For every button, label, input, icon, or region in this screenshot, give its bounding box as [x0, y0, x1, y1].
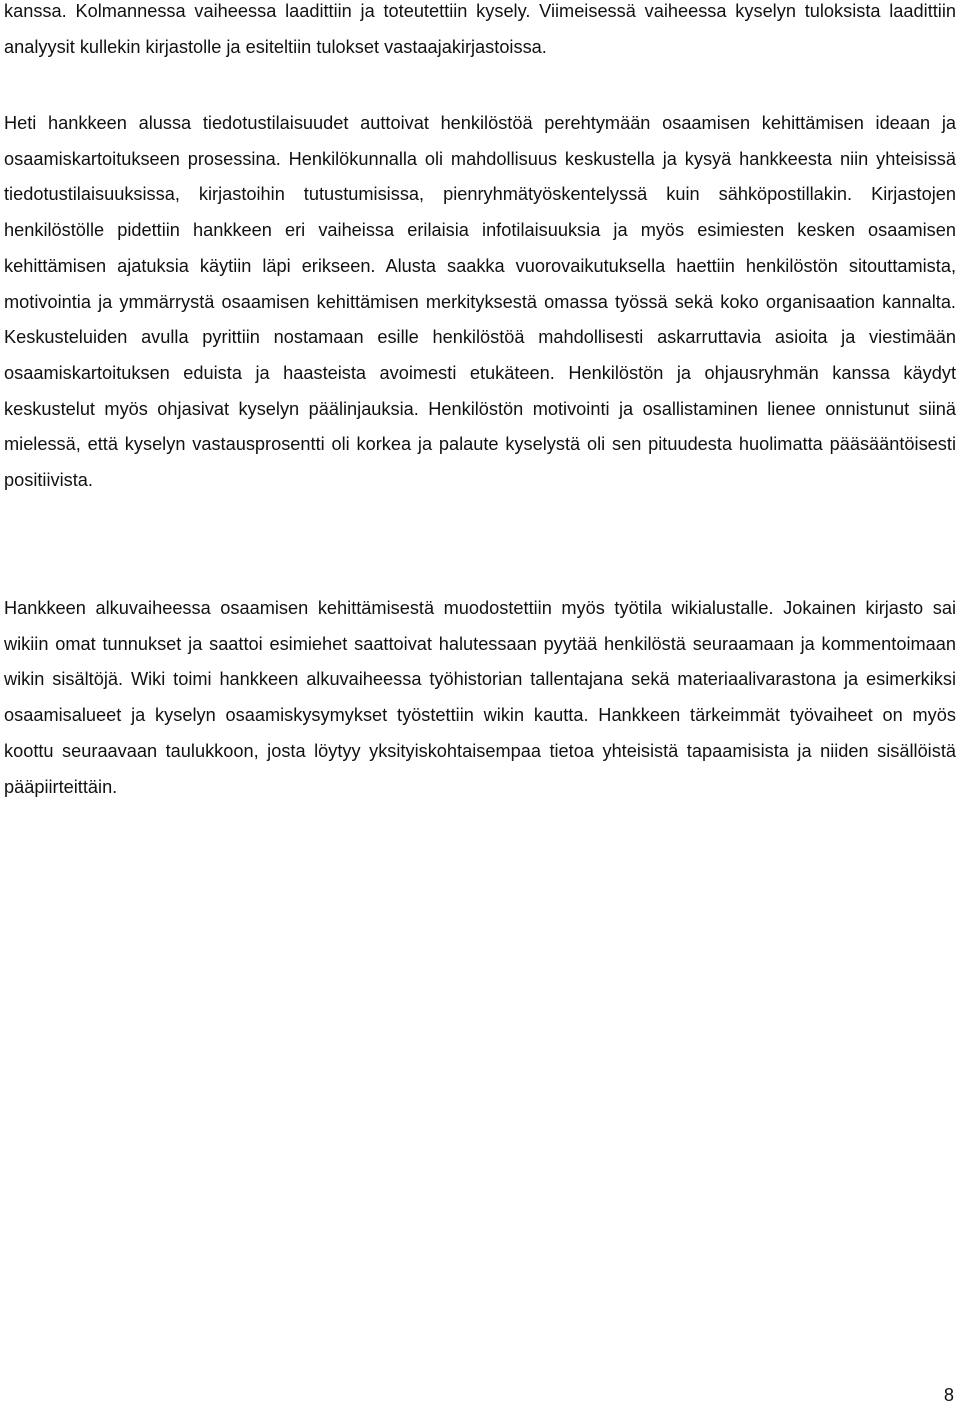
page-number: 8: [943, 1385, 954, 1405]
paragraph-survey-phases: kanssa. Kolmannessa vaiheessa laadittiin ja toteutettiin kysely. Viimeisessä vaiheessa kyselyn tuloksista laadittiin analyysit kullekin kirjastolle ja esiteltiin tulokset vastaajakirjastoissa.: [4, 1, 956, 57]
paragraph-staff-engagement: Heti hankkeen alussa tiedotustilaisuudet auttoivat henkilöstöä perehtymään osaamisen kehittämisen ideaan ja osaamiskartoitukseen prosessina. Henkilökunnalla oli mahdollisuus keskustella ja kysyä hankkeesta niin yhteisissä tiedotustilaisuuksissa, kirjastoihin tutustumisissa, pienryhmätyöskentelyssä kuin sähköpostillakin. Kirjastojen henkilöstölle pidettiin hankkeen eri vaiheissa erilaisia infotilaisuuksia ja myös esimiesten kesken osaamisen kehittämisen ajatuksia käytiin läpi erikseen. Alusta saakka vuorovaikutuksella haettiin henkilöstön sitouttamista, motivointia ja ymmärrystä osaamisen kehittämisen merkityksestä omassa työssä sekä koko organisaation kannalta. Keskusteluiden avulla pyrittiin nostamaan esille henkilöstöä mahdollisesti askarruttavia asioita ja viestimään osaamiskartoituksen eduista ja haasteista avoimesti etukäteen. Henkilöstön ja ohjausryhmän kanssa käydyt keskustelut myös ohjasivat kyselyn päälinjauksia. Henkilöstön motivointi ja osallistaminen lienee onnistunut siinä mielessä, että kyselyn vastausprosentti oli korkea ja palaute kyselystä oli sen pituudesta huolimatta pääsääntöisesti positiivista.: [4, 113, 956, 491]
paragraph-wiki-workspace: Hankkeen alkuvaiheessa osaamisen kehittämisestä muodostettiin myös työtila wikialustalle. Jokainen kirjasto sai wikiin omat tunnukset ja saattoi esimiehet saattoivat halutessaan pyytää henkilöstä seuraamaan ja kommentoimaan wikin sisältöjä. Wiki toimi hankkeen alkuvaiheessa työhistorian tallentajana sekä materiaalivarastona ja esimerkiksi osaamisalueet ja kyselyn osaamiskysymykset työstettiin wikin kautta. Hankkeen tärkeimmät työvaiheet on myös koottu seuraavaan taulukkoon, josta löytyy yksityiskohtaisempaa tietoa yhteisistä tapaamisista ja niiden sisällöistä pääpiirteittäin.: [4, 598, 956, 797]
